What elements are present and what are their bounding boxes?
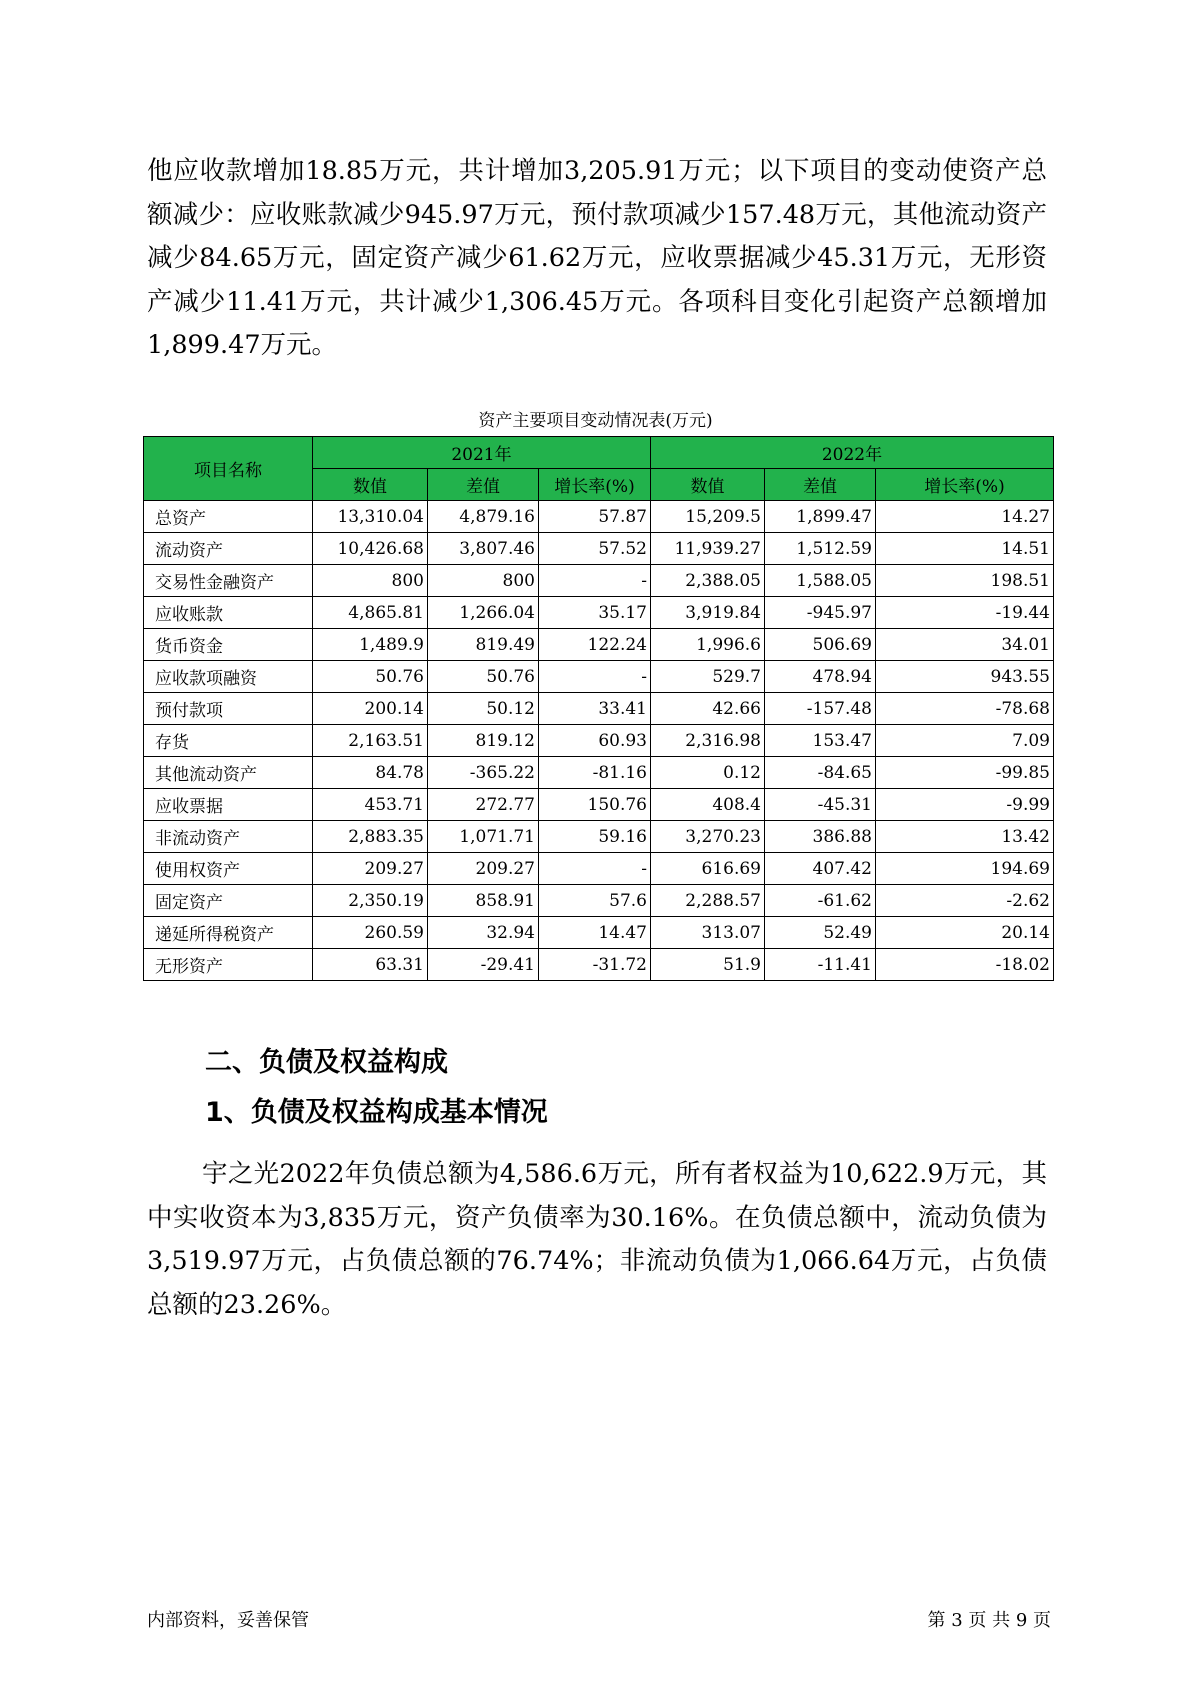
cell-value-2021: 4,865.81: [313, 597, 428, 629]
cell-value-2021: 10,426.68: [313, 533, 428, 565]
cell-value-2021: 453.71: [313, 789, 428, 821]
row-item-name: 非流动资产: [144, 821, 313, 853]
cell-diff-2022: 407.42: [765, 853, 876, 885]
cell-value-2022: 2,316.98: [651, 725, 765, 757]
header-year-2021: 2021年: [313, 437, 651, 469]
cell-diff-2021: 800: [428, 565, 539, 597]
cell-diff-2022: 478.94: [765, 661, 876, 693]
header-growth-2021: 增长率(%): [539, 469, 651, 501]
cell-growth-2022: -2.62: [876, 885, 1054, 917]
body-paragraph: 宇之光2022年负债总额为4,586.6万元，所有者权益为10,622.9万元，其中实收资本为3,835万元，资产负债率为30.16%。在负债总额中，流动负债为3,519.97万元，占负债总额的76.74%；非流动负债为1,066.64万元，占负债总额的23.26%。: [147, 1159, 1047, 1320]
cell-diff-2022: -157.48: [765, 693, 876, 725]
table-row: [144, 757, 1054, 789]
table-caption: 资产主要项目变动情况表(万元): [478, 411, 713, 431]
cell-value-2022: 51.9: [651, 949, 765, 981]
row-item-name: 货币资金: [144, 629, 313, 661]
cell-diff-2021: 819.49: [428, 629, 539, 661]
cell-diff-2022: 506.69: [765, 629, 876, 661]
cell-growth-2021: 59.16: [539, 821, 651, 853]
header-value-2022: 数值: [651, 469, 765, 501]
row-item-name: 流动资产: [144, 533, 313, 565]
table-header-row-years: [144, 437, 1054, 469]
footer-confidential-note: 内部资料，妥善保管: [147, 1610, 309, 1631]
row-item-name: 应收账款: [144, 597, 313, 629]
cell-diff-2022: -45.31: [765, 789, 876, 821]
cell-growth-2022: 14.51: [876, 533, 1054, 565]
cell-value-2021: 800: [313, 565, 428, 597]
cell-value-2021: 50.76: [313, 661, 428, 693]
cell-value-2022: 3,919.84: [651, 597, 765, 629]
cell-value-2022: 313.07: [651, 917, 765, 949]
cell-diff-2022: -11.41: [765, 949, 876, 981]
cell-growth-2021: -31.72: [539, 949, 651, 981]
cell-growth-2022: 20.14: [876, 917, 1054, 949]
row-item-name: 总资产: [144, 501, 313, 533]
cell-value-2022: 2,388.05: [651, 565, 765, 597]
row-item-name: 使用权资产: [144, 853, 313, 885]
cell-diff-2021: 32.94: [428, 917, 539, 949]
cell-growth-2022: -18.02: [876, 949, 1054, 981]
cell-growth-2022: -99.85: [876, 757, 1054, 789]
cell-diff-2021: 1,071.71: [428, 821, 539, 853]
table-body: [144, 501, 1054, 981]
row-item-name: 应收款项融资: [144, 661, 313, 693]
cell-diff-2021: 1,266.04: [428, 597, 539, 629]
asset-change-table: [143, 436, 1054, 981]
cell-growth-2021: 150.76: [539, 789, 651, 821]
row-item-name: 递延所得税资产: [144, 917, 313, 949]
table-row: [144, 661, 1054, 693]
header-item-name: 项目名称: [144, 437, 313, 501]
cell-growth-2022: 7.09: [876, 725, 1054, 757]
row-item-name: 预付款项: [144, 693, 313, 725]
cell-diff-2021: -365.22: [428, 757, 539, 789]
cell-diff-2021: 3,807.46: [428, 533, 539, 565]
cell-growth-2021: 14.47: [539, 917, 651, 949]
cell-diff-2021: 819.12: [428, 725, 539, 757]
cell-diff-2021: 858.91: [428, 885, 539, 917]
cell-growth-2022: 943.55: [876, 661, 1054, 693]
table-row: [144, 789, 1054, 821]
cell-value-2021: 84.78: [313, 757, 428, 789]
table-row: [144, 885, 1054, 917]
cell-value-2021: 2,350.19: [313, 885, 428, 917]
intro-paragraph: 他应收款增加18.85万元，共计增加3,205.91万元；以下项目的变动使资产总额减少：应收账款减少945.97万元，预付款项减少157.48万元，其他流动资产减少84.65万元，固定资产减少61.62万元，应收票据减少45.31万元，无形资产减少11.41万元，共计减少1,306.45万元。各项科目变化引起资产总额增加1,899.47万元。: [147, 156, 1047, 360]
cell-value-2022: 0.12: [651, 757, 765, 789]
cell-growth-2021: 122.24: [539, 629, 651, 661]
cell-growth-2022: 194.69: [876, 853, 1054, 885]
cell-value-2021: 2,163.51: [313, 725, 428, 757]
cell-diff-2022: 153.47: [765, 725, 876, 757]
cell-value-2021: 13,310.04: [313, 501, 428, 533]
cell-diff-2022: 1,512.59: [765, 533, 876, 565]
cell-value-2022: 408.4: [651, 789, 765, 821]
cell-value-2022: 529.7: [651, 661, 765, 693]
cell-value-2022: 42.66: [651, 693, 765, 725]
header-year-2022: 2022年: [651, 437, 1054, 469]
cell-value-2022: 11,939.27: [651, 533, 765, 565]
cell-growth-2021: 35.17: [539, 597, 651, 629]
cell-diff-2022: 386.88: [765, 821, 876, 853]
header-diff-2022: 差值: [765, 469, 876, 501]
cell-growth-2022: -78.68: [876, 693, 1054, 725]
cell-diff-2022: 52.49: [765, 917, 876, 949]
header-diff-2021: 差值: [428, 469, 539, 501]
cell-diff-2022: -61.62: [765, 885, 876, 917]
cell-diff-2022: -945.97: [765, 597, 876, 629]
table-row: [144, 693, 1054, 725]
cell-growth-2021: -: [539, 853, 651, 885]
section-heading: 二、负债及权益构成: [205, 1047, 448, 1078]
cell-growth-2021: 57.87: [539, 501, 651, 533]
table-row: [144, 853, 1054, 885]
table-row: [144, 565, 1054, 597]
subsection-heading: 1、负债及权益构成基本情况: [205, 1097, 548, 1128]
header-value-2021: 数值: [313, 469, 428, 501]
table-row: [144, 949, 1054, 981]
cell-value-2022: 1,996.6: [651, 629, 765, 661]
cell-diff-2021: -29.41: [428, 949, 539, 981]
cell-value-2021: 260.59: [313, 917, 428, 949]
cell-growth-2022: -9.99: [876, 789, 1054, 821]
header-growth-2022: 增长率(%): [876, 469, 1054, 501]
cell-value-2021: 1,489.9: [313, 629, 428, 661]
cell-growth-2022: 34.01: [876, 629, 1054, 661]
footer-page-number: 第 3 页 共 9 页: [927, 1610, 1051, 1631]
cell-value-2022: 2,288.57: [651, 885, 765, 917]
row-item-name: 应收票据: [144, 789, 313, 821]
cell-diff-2021: 272.77: [428, 789, 539, 821]
table-row: [144, 629, 1054, 661]
row-item-name: 无形资产: [144, 949, 313, 981]
cell-growth-2021: -: [539, 661, 651, 693]
cell-value-2021: 200.14: [313, 693, 428, 725]
row-item-name: 其他流动资产: [144, 757, 313, 789]
cell-diff-2021: 209.27: [428, 853, 539, 885]
row-item-name: 交易性金融资产: [144, 565, 313, 597]
cell-diff-2021: 50.76: [428, 661, 539, 693]
cell-growth-2022: 13.42: [876, 821, 1054, 853]
cell-diff-2021: 4,879.16: [428, 501, 539, 533]
cell-value-2022: 3,270.23: [651, 821, 765, 853]
row-item-name: 存货: [144, 725, 313, 757]
cell-diff-2022: 1,588.05: [765, 565, 876, 597]
cell-growth-2021: 33.41: [539, 693, 651, 725]
cell-growth-2022: 14.27: [876, 501, 1054, 533]
table-row: [144, 533, 1054, 565]
cell-growth-2022: -19.44: [876, 597, 1054, 629]
cell-growth-2021: 57.6: [539, 885, 651, 917]
cell-value-2022: 15,209.5: [651, 501, 765, 533]
cell-value-2021: 2,883.35: [313, 821, 428, 853]
cell-growth-2021: 57.52: [539, 533, 651, 565]
cell-growth-2021: 60.93: [539, 725, 651, 757]
cell-value-2021: 63.31: [313, 949, 428, 981]
cell-growth-2021: -81.16: [539, 757, 651, 789]
cell-value-2022: 616.69: [651, 853, 765, 885]
table-row: [144, 917, 1054, 949]
table-row: [144, 501, 1054, 533]
cell-growth-2022: 198.51: [876, 565, 1054, 597]
cell-diff-2022: -84.65: [765, 757, 876, 789]
table-row: [144, 597, 1054, 629]
row-item-name: 固定资产: [144, 885, 313, 917]
table-row: [144, 821, 1054, 853]
cell-diff-2021: 50.12: [428, 693, 539, 725]
cell-growth-2021: -: [539, 565, 651, 597]
cell-value-2021: 209.27: [313, 853, 428, 885]
table-row: [144, 725, 1054, 757]
cell-diff-2022: 1,899.47: [765, 501, 876, 533]
